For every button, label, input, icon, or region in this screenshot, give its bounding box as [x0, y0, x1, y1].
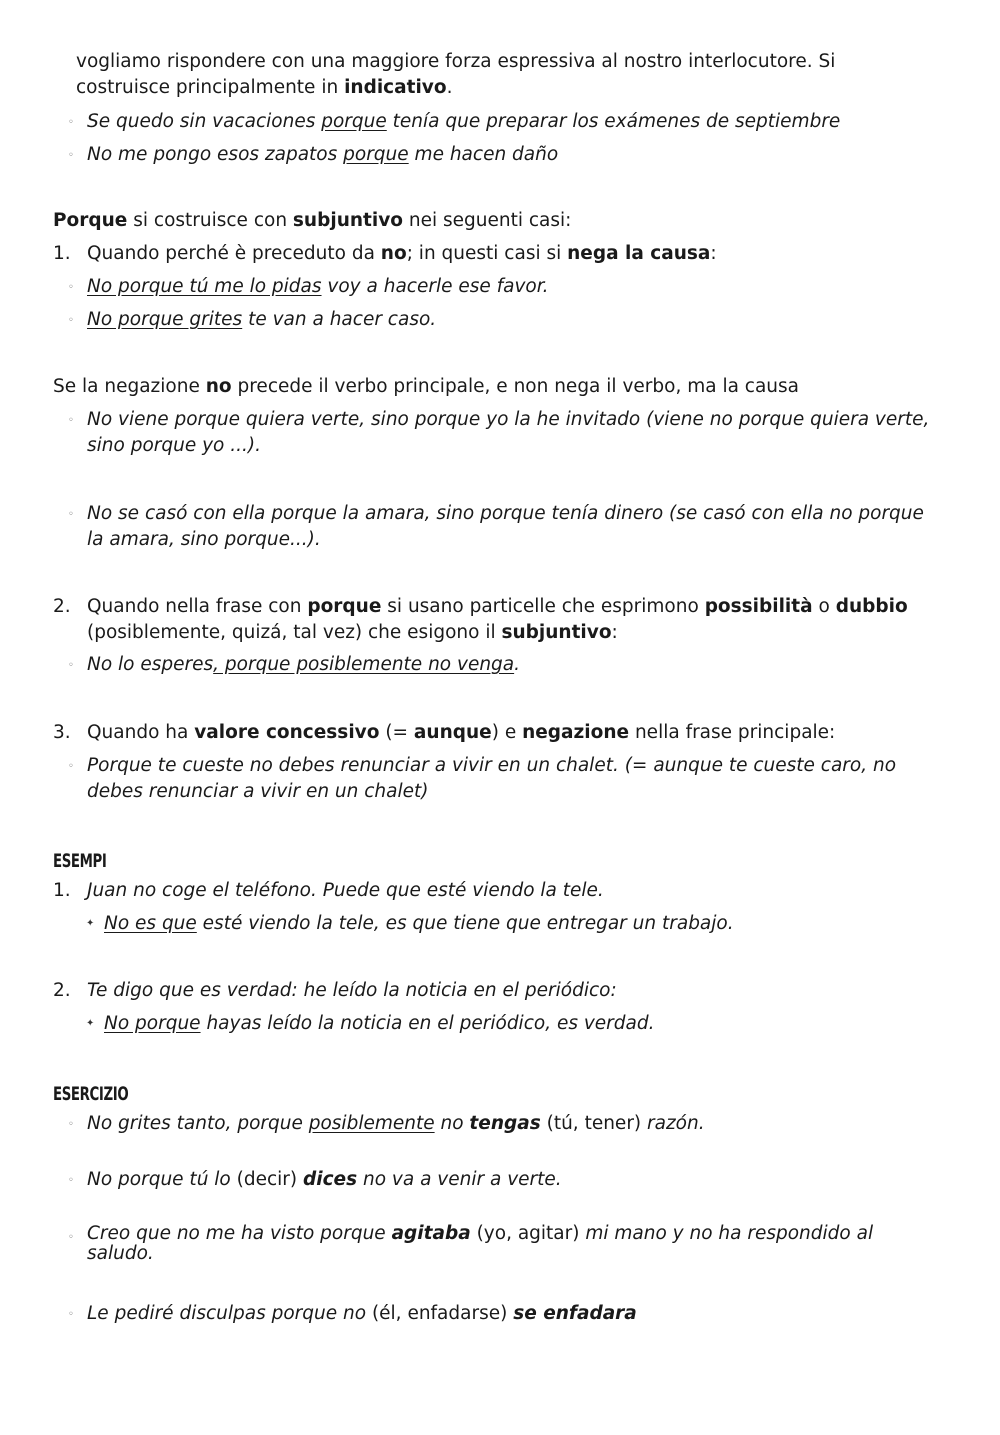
text: nella frase principale: — [629, 722, 836, 743]
text: o — [812, 596, 836, 617]
ring-bullet-icon: ◦ — [68, 1232, 74, 1243]
ring-bullet-icon: ◦ — [68, 761, 74, 772]
exercise-answer: se enfadara — [513, 1303, 637, 1324]
esempio-2: Te digo que es verdad: he leído la noticia en el periódico: — [87, 980, 617, 1001]
exercise-text: No grites tanto, porque — [87, 1113, 309, 1134]
intro-example-1 — [87, 109, 840, 135]
example-underlined: No porque tú me lo pidas — [87, 276, 322, 297]
exercise-text: No porque tú lo — [87, 1169, 237, 1190]
example-text: hayas leído la noticia en el periódico, es verdad. — [200, 1013, 655, 1034]
item-2-example — [87, 652, 520, 678]
ring-bullet-icon: ◦ — [68, 150, 74, 161]
exercise-text: no — [434, 1113, 470, 1134]
item-2-line-1 — [87, 594, 908, 620]
list-number: 2. — [53, 980, 71, 1001]
bold-no: no — [380, 243, 407, 264]
example-text: Se quedo sin vacaciones — [87, 111, 322, 132]
item-2-line-2 — [87, 620, 618, 646]
text: : — [611, 622, 618, 643]
text: Quando perché è preceduto da — [87, 243, 381, 264]
negation-example-1: No viene porque quiera verte, sino porque yo la he invitado (viene no porque quiera verte, sino porque yo ...). — [87, 409, 930, 456]
bold-subjuntivo: subjuntivo — [292, 210, 403, 231]
example-text: No lo esperes — [87, 654, 214, 675]
list-number: 3. — [53, 722, 71, 743]
bold-nega-la-causa: nega la causa — [567, 243, 711, 264]
esercizio-heading: ESERCIZIO — [53, 1083, 129, 1105]
example-underlined: No porque grites — [87, 309, 243, 330]
esempi-heading: ESEMPI — [53, 850, 107, 872]
intro-line-2 — [76, 75, 452, 101]
list-number: 2. — [53, 596, 71, 617]
esempio-2-answer — [104, 1011, 655, 1037]
exercise-3 — [87, 1224, 937, 1264]
intro-text-2: costruisce principalmente in — [76, 77, 345, 98]
item-3-example: Porque te cueste no debes renunciar a vivir en un chalet. (= aunque te cueste caro, no debes renunciar a vivir en un chalet) — [87, 755, 897, 802]
exercise-underlined: posiblemente — [308, 1113, 435, 1134]
ring-bullet-icon: ◦ — [68, 117, 74, 128]
example-underlined: , porque posiblemente no venga — [213, 654, 515, 675]
text: : — [710, 243, 717, 264]
text: (posiblemente, quizá, tal vez) che esigono il — [87, 622, 502, 643]
exercise-text: no va a venir a verte. — [357, 1169, 562, 1190]
ring-bullet-icon: ◦ — [68, 1119, 74, 1130]
intro-example-2 — [87, 142, 558, 168]
list-number: 1. — [53, 243, 71, 264]
exercise-hint: (él, enfadarse) — [371, 1303, 514, 1324]
exercise-text: razón. — [647, 1113, 705, 1134]
example-text: . — [514, 654, 521, 675]
diamond-bullet-icon: ✦ — [86, 918, 95, 929]
item-1-text — [87, 241, 717, 267]
bold-porque: Porque — [53, 210, 128, 231]
text: precede il verbo principale, e non nega il verbo, ma la causa — [231, 376, 800, 397]
ring-bullet-icon: ◦ — [68, 282, 74, 293]
example-text: te van a hacer caso. — [242, 309, 437, 330]
bold-porque: porque — [307, 596, 382, 617]
example-underlined: No es que — [104, 913, 197, 934]
text: si costruisce con — [127, 210, 293, 231]
intro-text-3: . — [446, 77, 453, 98]
text: Quando ha — [87, 722, 195, 743]
example-text: voy a hacerle ese favor. — [321, 276, 549, 297]
exercise-1 — [87, 1111, 705, 1137]
ring-bullet-icon: ◦ — [68, 315, 74, 326]
list-number: 1. — [53, 880, 71, 901]
ring-bullet-icon: ◦ — [68, 1175, 74, 1186]
text: Se la negazione — [53, 376, 206, 397]
negation-example-2: No se casó con ella porque la amara, sino porque tenía dinero (se casó con ella no porque la amara, sino porque...). — [87, 503, 924, 550]
esempio-1: Juan no coge el teléfono. Puede que esté viendo la tele. — [87, 880, 604, 901]
bold-dubbio: dubbio — [835, 596, 908, 617]
intro-text-1: vogliamo rispondere con una maggiore forza espressiva al nostro interlocutore. Si — [76, 51, 836, 72]
example-text: esté viendo la tele, es que tiene que entregar un trabajo. — [196, 913, 734, 934]
example-text: me hacen daño — [408, 144, 559, 165]
diamond-bullet-icon: ✦ — [86, 1018, 95, 1029]
exercise-2 — [87, 1167, 562, 1193]
exercise-hint: (tú, tener) — [540, 1113, 648, 1134]
example-text: tenía que preparar los exámenes de septiembre — [386, 111, 841, 132]
bold-aunque: aunque — [413, 722, 492, 743]
bold-valore-concessivo: valore concessivo — [194, 722, 380, 743]
exercise-hint: (decir) — [236, 1169, 303, 1190]
exercise-answer: tengas — [469, 1113, 541, 1134]
item-1-example-1 — [87, 274, 549, 300]
ring-bullet-icon: ◦ — [68, 1309, 74, 1320]
bold-subjuntivo: subjuntivo — [501, 622, 612, 643]
example-underlined: No porque — [104, 1013, 201, 1034]
item-3-text — [87, 720, 835, 746]
exercise-text: Creo que no me ha visto porque — [87, 1223, 392, 1244]
bold-possibilita: possibilità — [704, 596, 813, 617]
negation-paragraph — [53, 374, 799, 400]
example-underlined: porque — [343, 144, 409, 165]
exercise-answer: agitaba — [391, 1223, 471, 1244]
subjuntivo-intro — [53, 208, 571, 234]
exercise-text: mi mano y no ha respondido al saludo. — [87, 1223, 874, 1264]
intro-line-1 — [76, 49, 835, 75]
text: si usano particelle che esprimono — [381, 596, 705, 617]
text: ) e — [491, 722, 523, 743]
bold-negazione: negazione — [522, 722, 630, 743]
intro-bold-indicativo: indicativo — [344, 77, 447, 98]
exercise-text: Le pediré disculpas porque no — [87, 1303, 372, 1324]
item-1-example-2 — [87, 307, 436, 333]
exercise-hint: (yo, agitar) — [470, 1223, 586, 1244]
text: (= — [379, 722, 414, 743]
exercise-4 — [87, 1301, 637, 1327]
ring-bullet-icon: ◦ — [68, 509, 74, 520]
example-underlined: porque — [321, 111, 387, 132]
text: ; in questi casi si — [406, 243, 568, 264]
example-text: No me pongo esos zapatos — [87, 144, 344, 165]
exercise-answer: dices — [303, 1169, 358, 1190]
ring-bullet-icon: ◦ — [68, 415, 74, 426]
ring-bullet-icon: ◦ — [68, 660, 74, 671]
esempio-1-answer — [104, 911, 734, 937]
bold-no: no — [205, 376, 232, 397]
text: Quando nella frase con — [87, 596, 308, 617]
text: nei seguenti casi: — [402, 210, 572, 231]
